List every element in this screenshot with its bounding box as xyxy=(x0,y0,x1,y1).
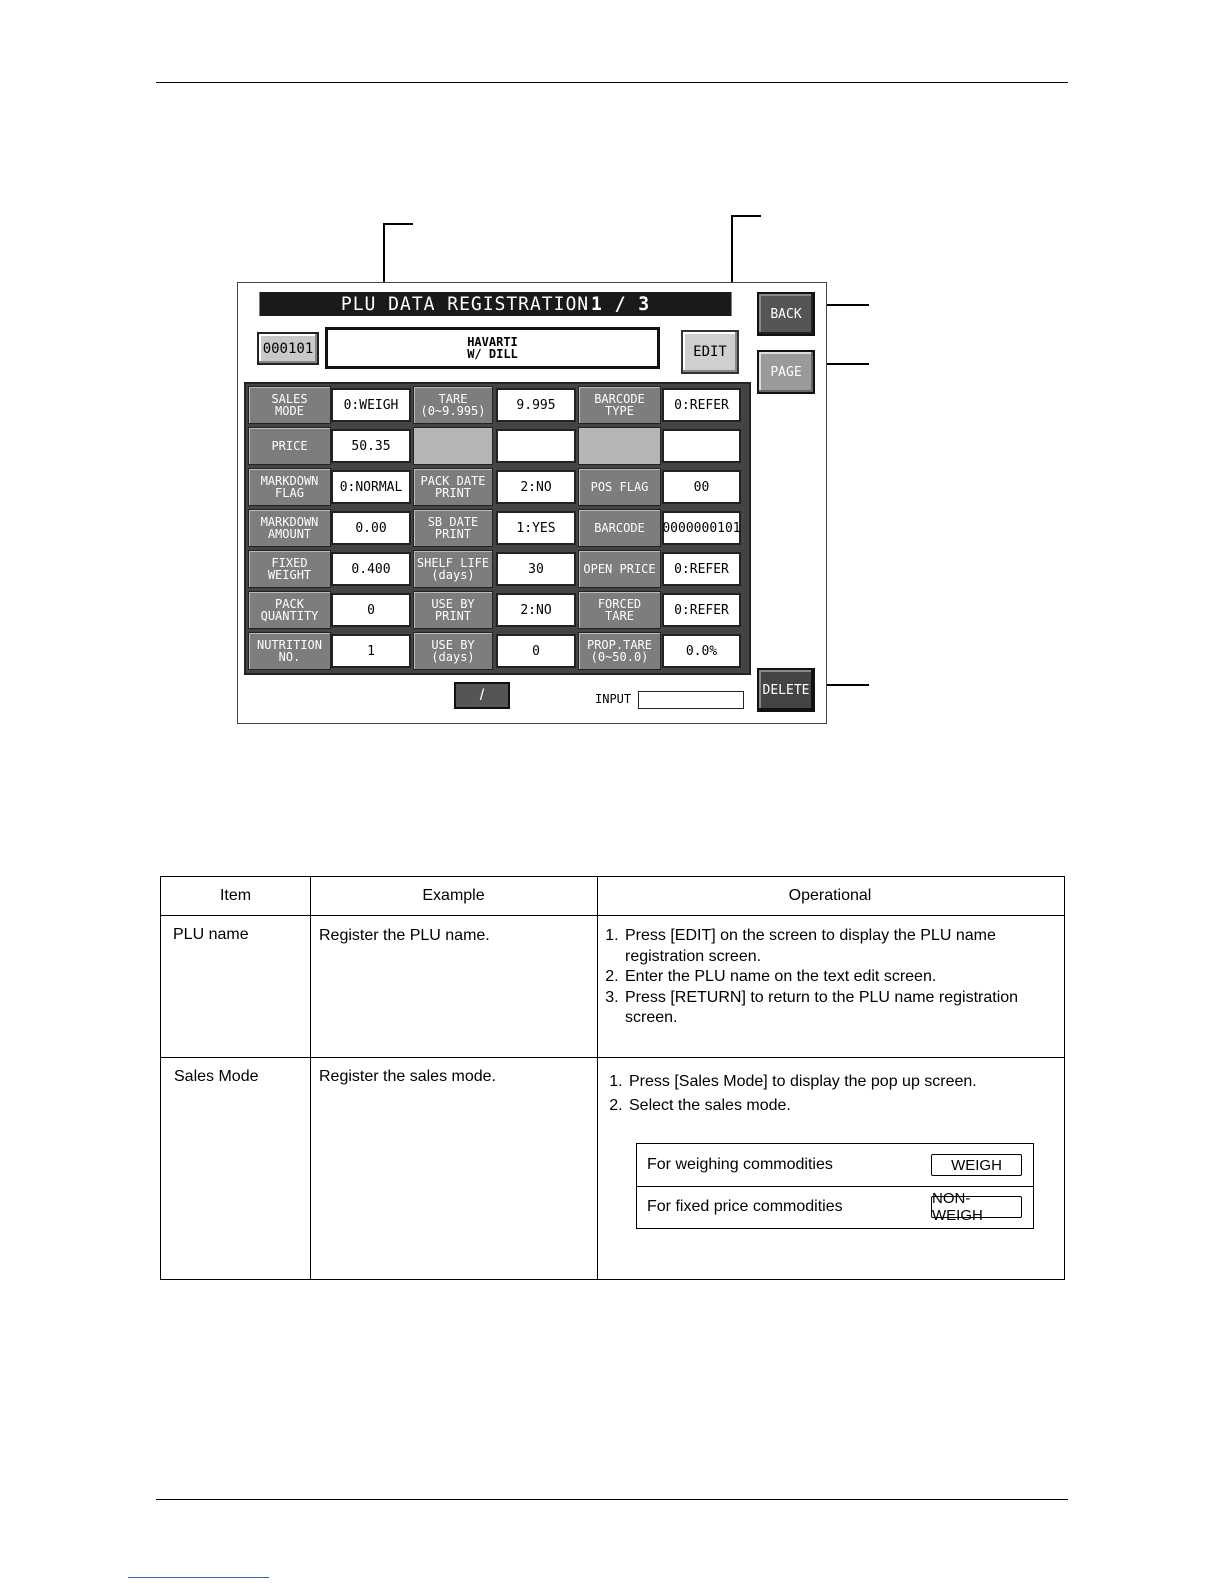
non-weigh-button: NON-WEIGH xyxy=(931,1196,1022,1218)
field-value[interactable] xyxy=(496,429,576,463)
field-value[interactable]: 1:YES xyxy=(496,511,576,545)
field-value[interactable]: 2:NO xyxy=(496,470,576,504)
plu-registration-screen xyxy=(237,282,827,724)
slash-button[interactable]: / xyxy=(454,682,510,709)
header-rule xyxy=(156,82,1068,83)
field-value[interactable]: 0.0% xyxy=(662,634,741,668)
field-label[interactable]: PACK QUANTITY xyxy=(248,591,331,629)
edit-button[interactable]: EDIT xyxy=(681,330,739,374)
field-label[interactable]: USE BY PRINT xyxy=(413,591,493,629)
field-value[interactable]: 0:NORMAL xyxy=(331,470,411,504)
header-operational: Operational xyxy=(788,887,872,904)
field-value[interactable]: 50.35 xyxy=(331,429,411,463)
field-label[interactable]: OPEN PRICE xyxy=(578,550,661,588)
row-divider xyxy=(161,1057,1064,1058)
field-label[interactable]: SALES MODE xyxy=(248,386,331,424)
plu-name-line-1: HAVARTI xyxy=(467,335,518,349)
field-label[interactable]: PRICE xyxy=(248,427,331,465)
field-label[interactable]: TARE (0~9.995) xyxy=(413,386,493,424)
input-label: INPUT xyxy=(595,692,632,706)
field-label[interactable]: NUTRITION NO. xyxy=(248,632,331,670)
step: 1. Press [Sales Mode] to display the pop up screen. xyxy=(627,1070,1031,1094)
field-value[interactable]: 0:REFER xyxy=(662,593,741,627)
field-value[interactable]: 2:NO xyxy=(496,593,576,627)
field-label[interactable]: SB DATE PRINT xyxy=(413,509,493,547)
field-value[interactable]: 0 xyxy=(496,634,576,668)
field-value[interactable]: 9.995 xyxy=(496,388,576,422)
input-display xyxy=(638,691,744,709)
field-label[interactable]: BARCODE xyxy=(578,509,661,547)
field-value[interactable] xyxy=(662,429,741,463)
footer-link-underline xyxy=(128,1577,269,1578)
field-label[interactable]: MARKDOWN AMOUNT xyxy=(248,509,331,547)
field-value[interactable]: 0 xyxy=(331,593,411,627)
step: 2. Enter the PLU name on the text edit screen. xyxy=(623,967,1037,988)
plu-code-button[interactable]: 000101 xyxy=(257,332,319,365)
header-example: Example xyxy=(422,887,485,904)
field-label[interactable]: FIXED WEIGHT xyxy=(248,550,331,588)
callout-line-edit xyxy=(731,215,761,217)
field-label[interactable]: PROP.TARE (0~50.0) xyxy=(578,632,661,670)
row1-example: Register the PLU name. xyxy=(319,927,490,944)
field-value[interactable]: 00 xyxy=(662,470,741,504)
mode-description: For weighing commodities xyxy=(647,1156,833,1173)
field-label xyxy=(578,427,661,465)
field-value[interactable]: 1 xyxy=(331,634,411,668)
field-label[interactable]: MARKDOWN FLAG xyxy=(248,468,331,506)
mode-row-non-weigh xyxy=(637,1186,1033,1228)
field-label[interactable]: SHELF LIFE (days) xyxy=(413,550,493,588)
row1-item: PLU name xyxy=(173,926,249,943)
footer-rule xyxy=(156,1499,1068,1500)
field-value[interactable]: 0000000101 xyxy=(662,511,741,545)
back-button[interactable]: BACK xyxy=(757,292,815,336)
field-value[interactable]: 0:WEIGH xyxy=(331,388,411,422)
plu-name-field[interactable] xyxy=(325,327,660,369)
page-button[interactable]: PAGE xyxy=(757,350,815,394)
row2-item: Sales Mode xyxy=(174,1068,259,1085)
field-label[interactable]: PACK DATE PRINT xyxy=(413,468,493,506)
step: 2. Select the sales mode. xyxy=(627,1094,1031,1118)
screen-title-bar xyxy=(259,292,731,316)
field-value[interactable]: 0.400 xyxy=(331,552,411,586)
page-indicator: 1 / 3 xyxy=(590,293,651,315)
field-value[interactable]: 30 xyxy=(496,552,576,586)
row-divider xyxy=(161,915,1064,916)
field-label[interactable]: POS FLAG xyxy=(578,468,661,506)
row2-steps xyxy=(601,1070,1031,1118)
field-label[interactable]: FORCED TARE xyxy=(578,591,661,629)
weigh-button: WEIGH xyxy=(931,1154,1022,1176)
field-label[interactable]: USE BY (days) xyxy=(413,632,493,670)
field-label xyxy=(413,427,493,465)
mode-description: For fixed price commodities xyxy=(647,1198,843,1215)
row1-steps xyxy=(597,926,1037,1029)
sales-mode-options xyxy=(636,1143,1034,1229)
delete-button[interactable]: DELETE xyxy=(757,668,815,712)
field-value[interactable]: 0.00 xyxy=(331,511,411,545)
step: 1. Press [EDIT] on the screen to display the PLU name registration screen. xyxy=(623,926,1037,967)
field-value[interactable]: 0:REFER xyxy=(662,388,741,422)
step: 3. Press [RETURN] to return to the PLU name registration screen. xyxy=(623,988,1037,1029)
screen-title: PLU DATA REGISTRATION xyxy=(340,293,590,315)
header-item: Item xyxy=(219,887,252,904)
field-label[interactable]: BARCODE TYPE xyxy=(578,386,661,424)
col-divider xyxy=(310,877,311,1279)
mode-row-weigh xyxy=(637,1144,1033,1186)
plu-field-grid xyxy=(244,382,751,675)
callout-line-plu-name xyxy=(383,223,413,225)
plu-name-line-2: W/ DILL xyxy=(467,347,518,361)
field-value[interactable]: 0:REFER xyxy=(662,552,741,586)
row2-example: Register the sales mode. xyxy=(319,1068,496,1085)
